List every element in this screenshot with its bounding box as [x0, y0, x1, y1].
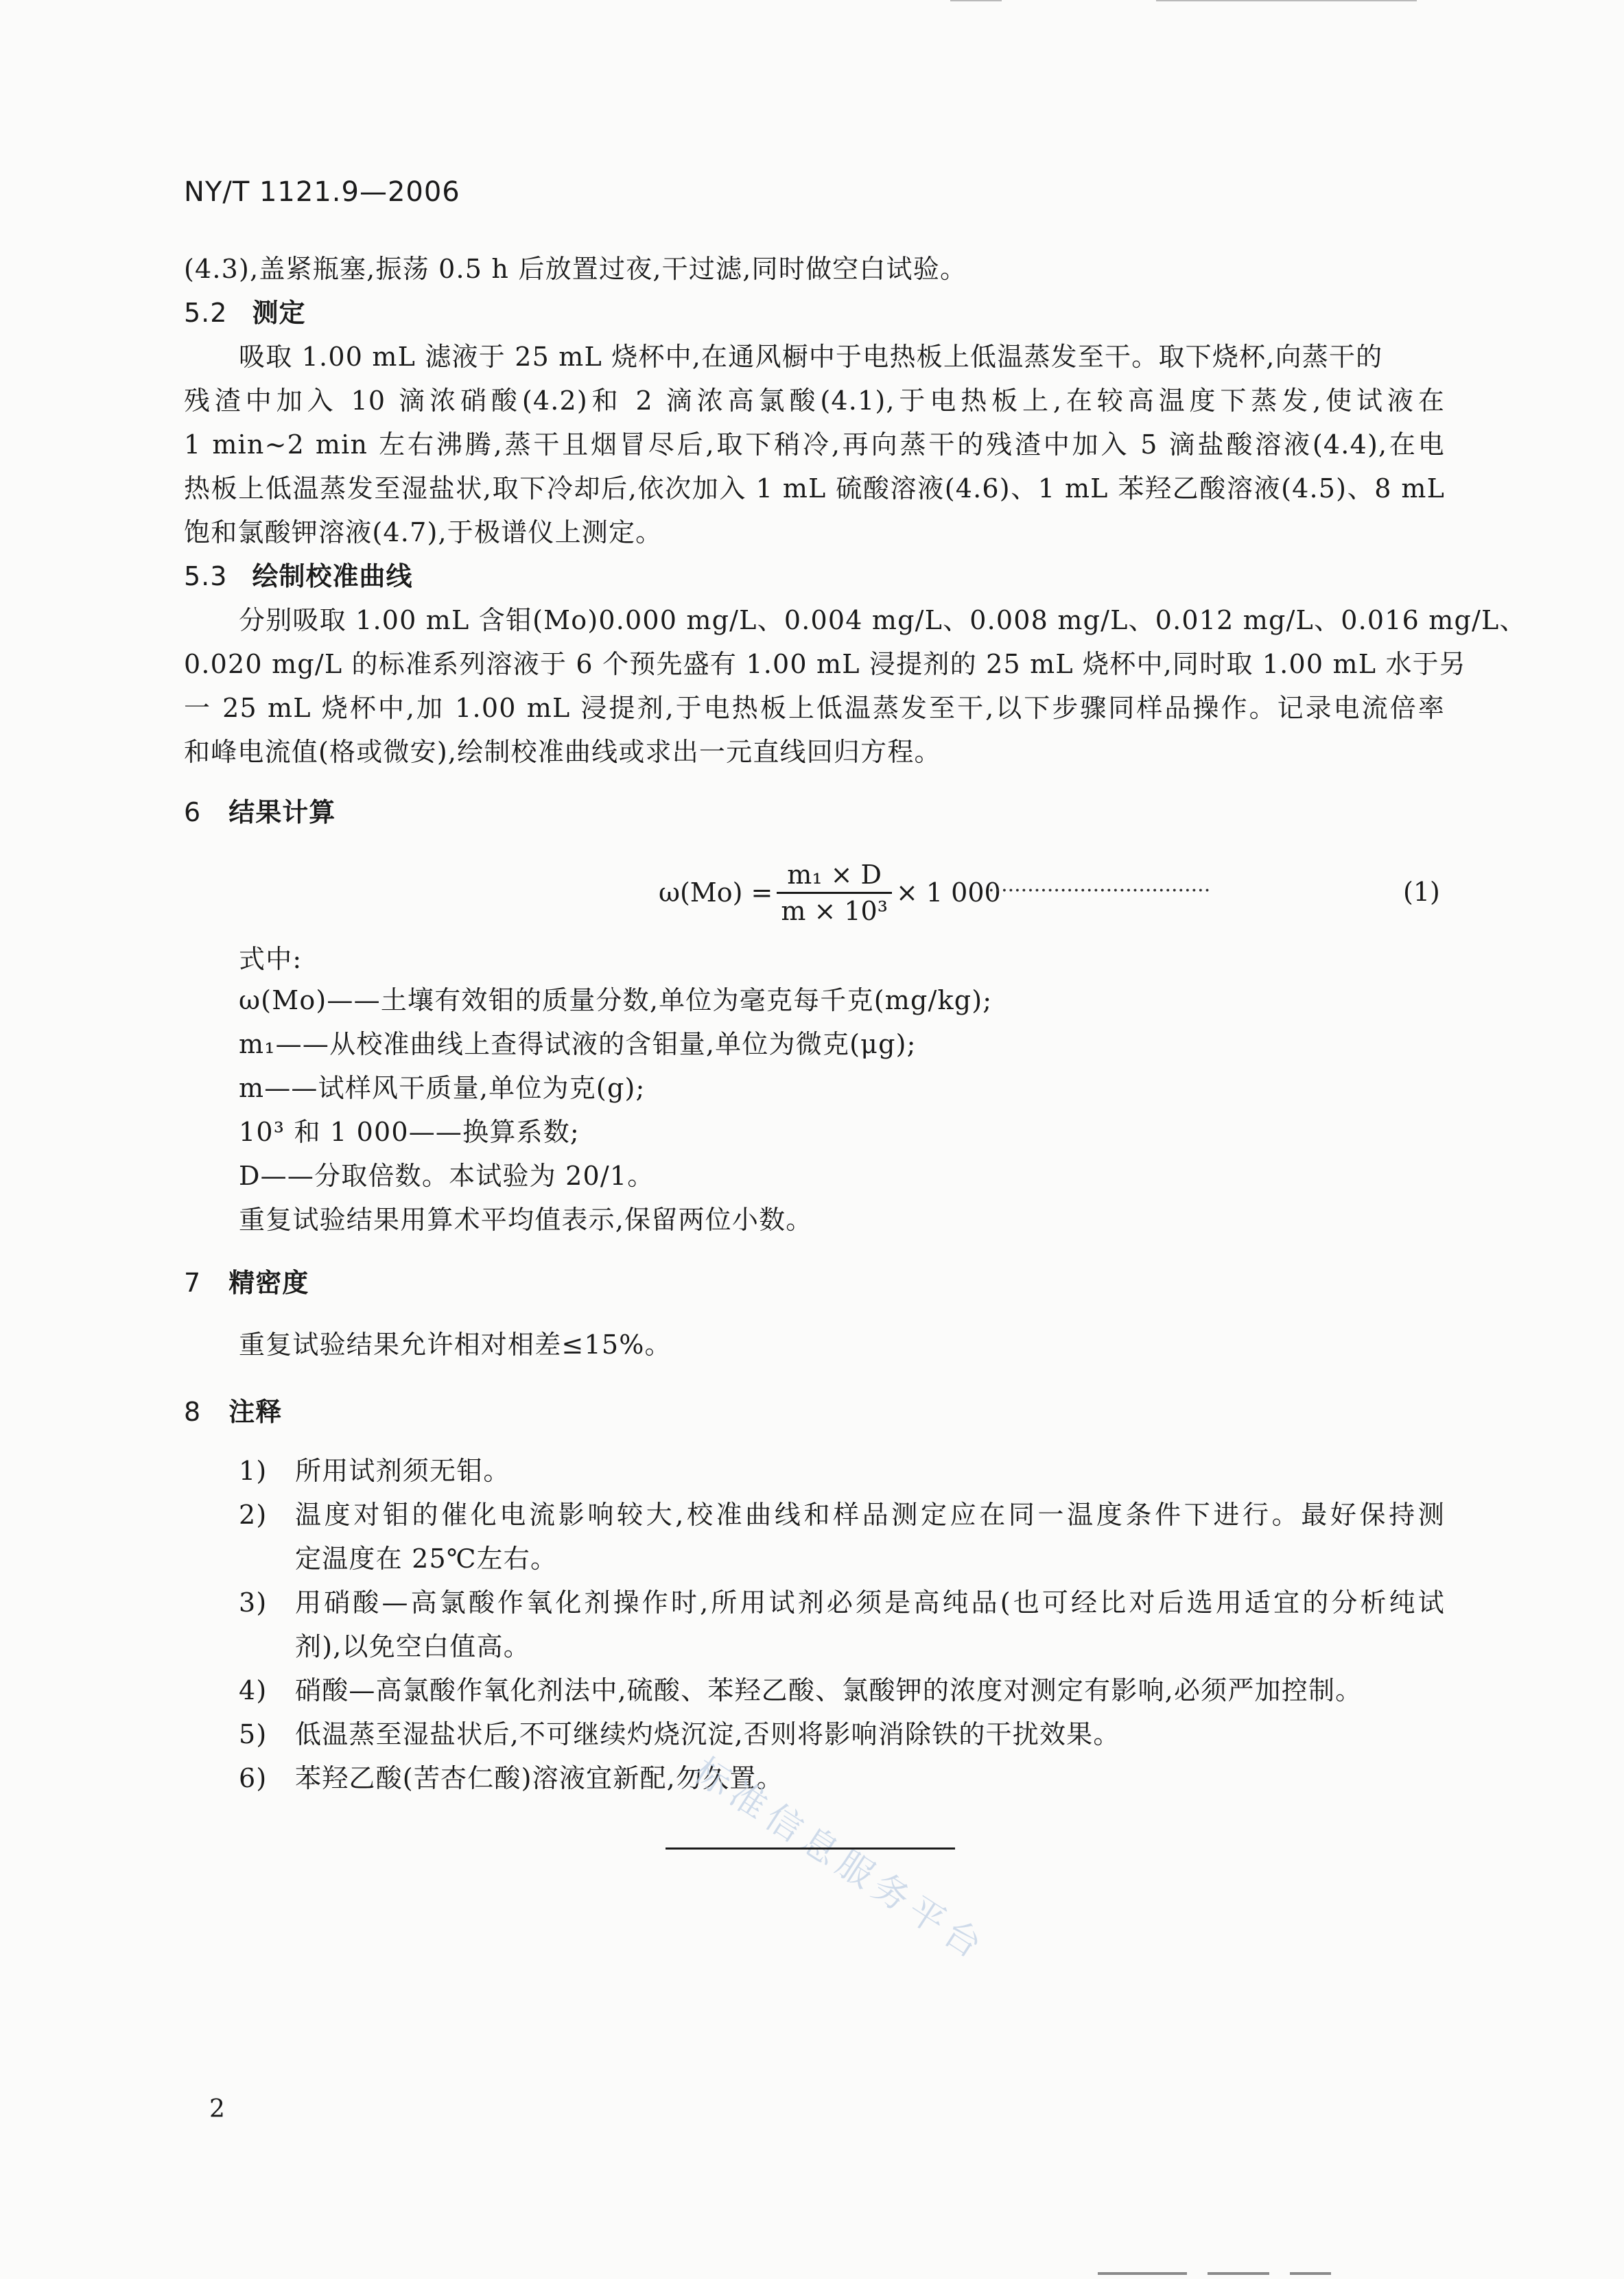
where-label: 式中:: [239, 944, 303, 974]
section-title: 精密度: [228, 1268, 309, 1298]
note-text: 低温蒸至湿盐状后,不可继续灼烧沉淀,否则将影响消除铁的干扰效果。: [295, 1719, 1120, 1749]
section-number: 8: [184, 1397, 202, 1427]
note-text: 苯羟乙酸(苦杏仁酸)溶液宜新配,勿久置。: [295, 1763, 784, 1793]
section-number: 5.3: [184, 561, 228, 591]
formula-lhs: ω(Mo) =: [659, 877, 773, 908]
scan-mark-bottom-3: [1290, 2272, 1331, 2275]
section-number: 6: [184, 797, 202, 827]
formula-leader: ··································: [988, 879, 1211, 903]
paragraph-line: 和峰电流值(格或微安),绘制校准曲线或求出一元直线回归方程。: [184, 737, 941, 767]
note-marker: 5): [239, 1719, 268, 1749]
section-6-heading: [184, 790, 336, 834]
paragraph-line: 0.020 mg/L 的标准系列溶液于 6 个预先盛有 1.00 mL 浸提剂的 25 mL 烧杯中,同时取 1.00 mL 水于另: [184, 649, 1467, 679]
paragraph-line: 饱和氯酸钾溶液(4.7),于极谱仪上测定。: [184, 517, 663, 547]
section-number: 5.2: [184, 298, 228, 328]
note-text: 定温度在 25℃左右。: [295, 1544, 558, 1574]
variable-definition: D——分取倍数。本试验为 20/1。: [239, 1161, 655, 1191]
intro-line: (4.3),盖紧瓶塞,振荡 0.5 h 后放置过夜,干过滤,同时做空白试验。: [184, 254, 967, 284]
formula-numerator: m₁ × D: [787, 859, 882, 890]
note-marker: 4): [239, 1675, 268, 1705]
scan-mark-top-left: [950, 0, 1002, 1]
paragraph-line: 1 min~2 min 左右沸腾,蒸干且烟冒尽后,取下稍冷,再向蒸干的残渣中加入 5 滴盐酸溶液(4.4),在电: [184, 429, 1445, 460]
page-number: 2: [209, 2095, 225, 2123]
watermark: 标准信息服务平台: [686, 1749, 994, 1970]
note-text: 硝酸—高氯酸作氧化剂法中,硫酸、苯羟乙酸、氯酸钾的浓度对测定有影响,必须严加控制。: [295, 1675, 1363, 1705]
section-8-heading: [184, 1390, 282, 1434]
section-5-3-heading: [184, 554, 412, 598]
note-text: 用硝酸—高氯酸作氧化剂操作时,所用试剂必须是高纯品(也可经比对后选用适宜的分析纯试: [295, 1587, 1445, 1618]
section-title: 注释: [228, 1397, 283, 1427]
note-marker: 1): [239, 1456, 268, 1486]
paragraph-line: 热板上低温蒸发至湿盐状,取下冷却后,依次加入 1 mL 硫酸溶液(4.6)、1 mL 苯羟乙酸溶液(4.5)、8 mL: [184, 473, 1445, 504]
precision-text: 重复试验结果允许相对相差≤15%。: [239, 1330, 672, 1360]
note-marker: 6): [239, 1763, 268, 1793]
section-title: 结果计算: [228, 797, 336, 827]
variable-definition: m——试样风干质量,单位为克(g);: [239, 1073, 646, 1103]
variable-definition: ω(Mo)——土壤有效钼的质量分数,单位为毫克每千克(mg/kg);: [239, 985, 993, 1015]
formula-denominator: m × 10³: [781, 895, 888, 926]
note-text: 剂),以免空白值高。: [295, 1631, 530, 1662]
paragraph-line: 一 25 mL 烧杯中,加 1.00 mL 浸提剂,于电热板上低温蒸发至干,以下步骤同样品操作。记录电流倍率: [184, 693, 1445, 723]
section-number: 7: [184, 1268, 202, 1298]
scan-mark-bottom-1: [1098, 2272, 1187, 2275]
section-title: 绘制校准曲线: [252, 561, 413, 591]
scan-mark-bottom-2: [1208, 2272, 1269, 2275]
variable-definition: m₁——从校准曲线上查得试液的含钼量,单位为微克(μg);: [239, 1029, 917, 1059]
end-rule: [666, 1847, 955, 1850]
note-marker: 2): [239, 1500, 268, 1530]
equation-number: (1): [1403, 877, 1440, 907]
section-7-heading: [184, 1261, 309, 1305]
scan-mark-top-right: [1156, 0, 1417, 1]
section-5-2-heading: [184, 291, 305, 335]
variable-definition: 10³ 和 1 000——换算系数;: [239, 1117, 580, 1147]
formula-fraction: [777, 858, 892, 928]
paragraph-line: 分别吸取 1.00 mL 含钼(Mo)0.000 mg/L、0.004 mg/L、0.008 mg/L、0.012 mg/L、0.016 mg/L、: [239, 605, 1527, 635]
note-text: 所用试剂须无钼。: [295, 1456, 510, 1486]
note-marker: 3): [239, 1587, 268, 1618]
rounding-note: 重复试验结果用算术平均值表示,保留两位小数。: [239, 1205, 813, 1235]
section-title: 测定: [252, 298, 306, 328]
paragraph-line: 吸取 1.00 mL 滤液于 25 mL 烧杯中,在通风橱中于电热板上低温蒸发至干。取下烧杯,向蒸干的: [239, 342, 1383, 372]
standard-code: NY/T 1121.9—2006: [184, 176, 460, 208]
note-text: 温度对钼的催化电流影响较大,校准曲线和样品测定应在同一温度条件下进行。最好保持测: [295, 1500, 1445, 1530]
paragraph-line: 残渣中加入 10 滴浓硝酸(4.2)和 2 滴浓高氯酸(4.1),于电热板上,在较高温度下蒸发,使试液在: [184, 386, 1445, 416]
formula-rhs: × 1 000: [895, 877, 1001, 908]
formula: [659, 855, 1001, 930]
